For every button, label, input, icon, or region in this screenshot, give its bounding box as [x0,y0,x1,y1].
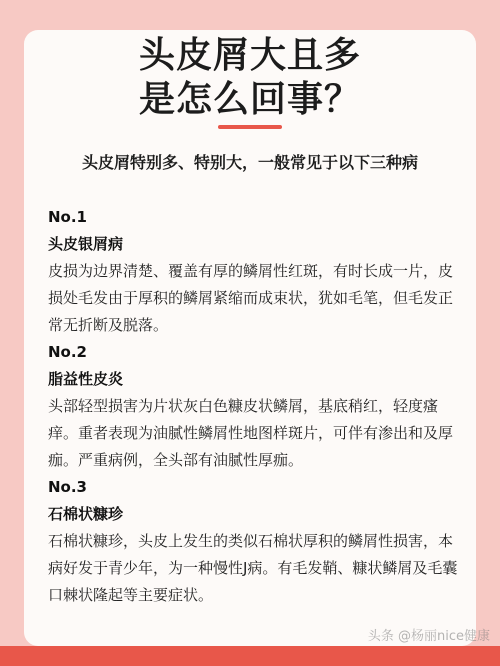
watermark: 头条 @杨丽nice健康 [367,629,490,644]
section-number: No.3 [48,478,87,496]
subtitle: 头皮屑特别多、特别大，一般常见于以下三种病 [81,153,418,172]
section-3 [48,474,460,609]
disease-list [48,204,460,609]
section-2 [48,339,460,474]
section-heading: 头皮银屑病 [48,235,124,253]
page-title [24,34,476,122]
title-line-2: 是怎么回事？ [138,79,361,120]
section-1 [48,204,460,339]
section-description: 头部轻型损害为片状灰白色糠皮状鳞屑，基底稍红，轻度瘙痒。重者表现为油腻性鳞屑性地图样斑片，可伴有渗出和及厚痂。严重病例，全头部有油腻性厚痂。 [48,397,454,469]
section-heading: 脂益性皮炎 [48,370,124,388]
section-description: 石棉状糠珍，头皮上发生的类似石棉状厚积的鳞屑性损害，本病好发于青少年，为一种慢性J病。有毛发鞘、糠状鳞屑及毛囊口棘状隆起等主要症状。 [48,532,458,604]
title-line-1: 头皮屑大且多 [138,35,361,76]
title-divider [218,125,282,129]
section-number: No.1 [48,208,87,226]
bottom-accent-bar [0,646,500,666]
section-number: No.2 [48,343,87,361]
content-card [24,30,476,646]
section-description: 皮损为边界清楚、覆盖有厚的鳞屑性红斑，有时长成一片，皮损处毛发由于厚积的鳞屑紧缩而成束状，犹如毛笔，但毛发正常无折断及脱落。 [48,262,454,334]
section-heading: 石棉状糠珍 [48,505,124,523]
